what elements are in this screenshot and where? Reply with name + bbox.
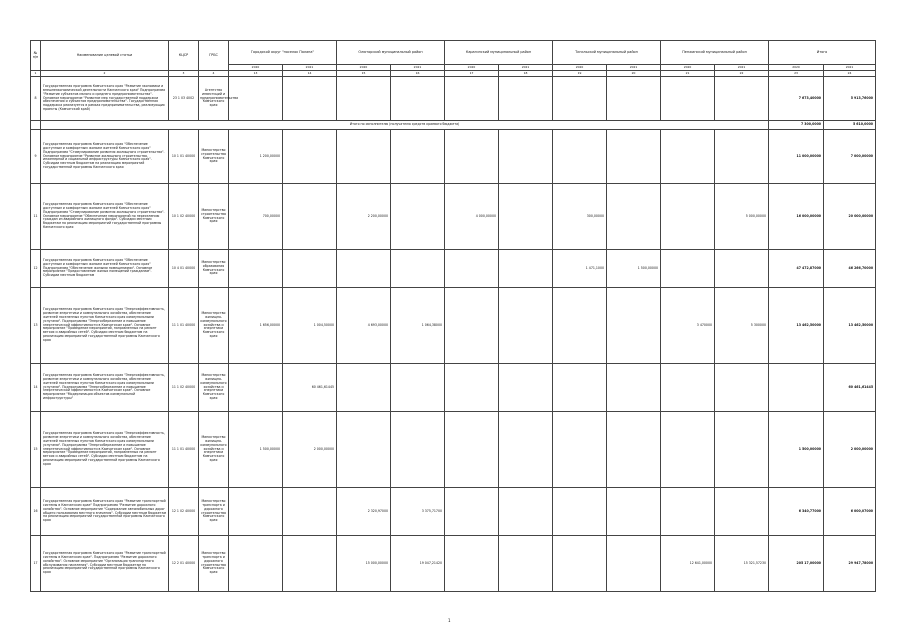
district-value-cell <box>715 488 769 536</box>
district-value-cell: 2 200,00000 <box>337 184 391 250</box>
district-value-cell <box>391 412 445 488</box>
row-name-cell: Государственная программа Камчатского края "Развитие экономики и внешнеэкономической деятельности Камчатского края" Подпрограмма "Развитие субъектов малого и среднего предпринимательства". Основное мероприятие "Развитие мер государственной поддержки обеспечения и субъектов предпринимательства". Государственная поддержка реализуется в рамках предпринимательства, реализующих проекты (Камчатский край) <box>41 77 169 121</box>
district-value-cell <box>715 412 769 488</box>
header-total: Итого <box>769 41 876 65</box>
column-number-cell: 2 <box>41 71 169 77</box>
year-cell: 2021 <box>715 65 769 71</box>
column-number-cell: 16 <box>391 71 445 77</box>
total-value-cell: 60 461,61445 <box>824 364 876 412</box>
header-name: Наименование целевой статьи <box>41 41 169 71</box>
district-value-cell <box>607 364 661 412</box>
district-value-cell <box>607 488 661 536</box>
total-value-cell <box>769 364 824 412</box>
district-value-cell <box>391 130 445 184</box>
row-number-cell: 12 <box>31 250 41 288</box>
row-grbs-cell: Министерство транспорта и дорожного строительства Камчатского края <box>199 536 229 592</box>
district-value-cell <box>607 184 661 250</box>
district-value-cell <box>283 250 337 288</box>
district-value-cell <box>445 488 499 536</box>
row-kcsr-cell: 10 1 01 40000 <box>169 130 199 184</box>
row-kcsr-cell: 12 1 02 40000 <box>169 488 199 536</box>
total-value-cell: 20 000,00000 <box>824 184 876 250</box>
total-value-cell: 16 000,00000 <box>769 184 824 250</box>
total-value-cell: 6 340,77000 <box>769 488 824 536</box>
year-cell: 2021 <box>824 65 876 71</box>
district-value-cell <box>607 412 661 488</box>
year-cell: 2021 <box>499 65 553 71</box>
district-value-cell <box>337 412 391 488</box>
district-value-cell <box>661 130 715 184</box>
district-value-cell: 1 064,38000 <box>391 288 445 364</box>
district-value-cell: 1 200,00000 <box>229 130 283 184</box>
district-value-cell <box>499 250 553 288</box>
district-value-cell <box>715 250 769 288</box>
table-row <box>31 536 876 592</box>
budget-table <box>30 40 876 592</box>
district-value-cell: 4 693,00000 <box>337 288 391 364</box>
district-value-cell <box>229 488 283 536</box>
column-number-cell: 17 <box>445 71 499 77</box>
district-value-cell <box>499 288 553 364</box>
row-kcsr-cell: 11 1 01 40000 <box>169 288 199 364</box>
district-value-cell <box>553 412 607 488</box>
district-value-cell: 300,00000 <box>553 184 607 250</box>
district-value-cell: 5 300000 <box>715 288 769 364</box>
district-value-cell <box>445 130 499 184</box>
column-number-cell: 24 <box>824 71 876 77</box>
district-value-cell <box>445 536 499 592</box>
district-value-cell: 15 000,00000 <box>337 536 391 592</box>
row-grbs-cell: Министерство образования Камчатского края <box>199 250 229 288</box>
total-value-cell: 7 000,00000 <box>824 130 876 184</box>
column-number-cell: 14 <box>283 71 337 77</box>
table-row <box>31 364 876 412</box>
subtotal-label: Итого по исполнителю (получателю средств краевого бюджета) <box>41 121 769 130</box>
total-2021-cell: 5 610,0000 <box>824 121 876 130</box>
year-cell: 2021 <box>283 65 337 71</box>
district-value-cell <box>445 77 499 121</box>
table-row <box>31 184 876 250</box>
column-number-cell: 1 <box>31 71 41 77</box>
row-kcsr-cell: 11 1 01 40000 <box>169 412 199 488</box>
year-cell: 2021 <box>607 65 661 71</box>
district-value-cell: 1 004,50000 <box>283 288 337 364</box>
column-number-cell: 13 <box>229 71 283 77</box>
row-number-cell: 14 <box>31 364 41 412</box>
district-value-cell <box>445 250 499 288</box>
district-value-cell: 15 321,57230 <box>715 536 769 592</box>
row-kcsr-cell: 11 1 02 40000 <box>169 364 199 412</box>
row-kcsr-cell: 10 4 01 40000 <box>169 250 199 288</box>
district-value-cell <box>283 536 337 592</box>
district-value-cell <box>607 77 661 121</box>
district-value-cell <box>337 250 391 288</box>
column-number-cell: 23 <box>769 71 824 77</box>
column-number-cell: 19 <box>553 71 607 77</box>
district-value-cell <box>391 184 445 250</box>
district-value-cell <box>283 77 337 121</box>
column-number-cell: 18 <box>499 71 553 77</box>
district-value-cell <box>283 130 337 184</box>
district-value-cell <box>661 364 715 412</box>
district-value-cell <box>499 412 553 488</box>
row-name-cell: Государственная программа Камчатского края "Развитие транспортной системы в Камчатском крае" Подпрограмма "Развитие дорожного хозяйства". Основное мероприятие "Содержание автомобильных дорог общего пользования местного значения". Субсидии местным бюджетам на реализацию мероприятий государственной программы Камчатского края <box>41 488 169 536</box>
row-kcsr-cell: 10 1 02 40000 <box>169 184 199 250</box>
row-name-cell: Государственная программа Камчатского края "Энергоэффективность, развитие энергетики и коммунального хозяйства, обеспечение жителей населенных пунктов Камчатского края коммунальными услугами". Подпрограмма "Энергосбережение и повышение энергетической эффективности в Камчатском крае". Основное мероприятие "Проведение мероприятий, направленных на ремонт ветхих и аварийных сетей". Субсидии местным бюджетам на реализацию мероприятий государственной программы Камчатского края <box>41 288 169 364</box>
district-value-cell <box>607 288 661 364</box>
total-value-cell: 205 17,00000 <box>769 536 824 592</box>
district-value-cell: 3 470000 <box>661 288 715 364</box>
row-grbs-cell: Министерство строительства Камчатского края <box>199 130 229 184</box>
district-value-cell: 3 375,71700 <box>391 488 445 536</box>
row-grbs-cell: Министерство строительства Камчатского края <box>199 184 229 250</box>
district-value-cell: 5 000,00000 <box>715 184 769 250</box>
district-value-cell <box>283 488 337 536</box>
district-value-cell <box>391 250 445 288</box>
row-kcsr-cell: 12 2 01 40000 <box>169 536 199 592</box>
row-name-cell: Государственная программа Камчатского края "Энергоэффективность, развитие энергетики и коммунального хозяйства, обеспечение жителей населенных пунктов Камчатского края коммунальными услугами". Подпрограмма "Энергосбережение и повышение энергетической эффективности в Камчатском крае". Основное мероприятие "Модернизация объектов коммунальной инфраструктуры" <box>41 364 169 412</box>
row-number-cell: 17 <box>31 536 41 592</box>
year-cell: 2020 <box>337 65 391 71</box>
district-value-cell: 60 461,61445 <box>283 364 337 412</box>
district-value-cell <box>499 536 553 592</box>
column-number-cell: 20 <box>607 71 661 77</box>
row-grbs-cell: Министерство транспорта и дорожного строительства Камчатского края <box>199 488 229 536</box>
header-district-3: Карагинский муниципальный район <box>445 41 553 65</box>
row-grbs-cell: Агентство инвестиций и предпринимательства Камчатского края <box>199 77 229 121</box>
column-number-cell: 22 <box>715 71 769 77</box>
header-kcsr: КЦСР <box>169 41 199 71</box>
header-district-5: Пенжинский муниципальный район <box>661 41 769 65</box>
district-value-cell <box>715 130 769 184</box>
district-value-cell: 2 320,97000 <box>337 488 391 536</box>
district-value-cell <box>445 288 499 364</box>
district-value-cell <box>553 288 607 364</box>
district-value-cell <box>553 488 607 536</box>
district-value-cell <box>607 130 661 184</box>
district-value-cell <box>553 364 607 412</box>
district-value-cell <box>229 364 283 412</box>
district-value-cell <box>283 184 337 250</box>
district-value-cell: 1 656,00000 <box>229 288 283 364</box>
district-value-cell: 1 500,00000 <box>607 250 661 288</box>
district-value-cell <box>391 364 445 412</box>
table-row <box>31 412 876 488</box>
district-value-cell <box>229 250 283 288</box>
header-district-4: Тигильский муниципальный район <box>553 41 661 65</box>
table-row <box>31 77 876 121</box>
row-grbs-cell: Министерство жилищно-коммунального хозяйства и энергетики Камчатского края <box>199 364 229 412</box>
district-value-cell <box>553 77 607 121</box>
total-value-cell: 1 500,00000 <box>769 412 824 488</box>
table-row <box>31 130 876 184</box>
district-value-cell: 1 500,00000 <box>229 412 283 488</box>
subtotal-row <box>31 121 876 130</box>
district-value-cell <box>499 130 553 184</box>
district-value-cell <box>553 536 607 592</box>
row-number-cell: 13 <box>31 288 41 364</box>
district-value-cell <box>661 184 715 250</box>
column-number-cell: 3 <box>169 71 199 77</box>
row-grbs-cell: Министерство жилищно-коммунального хозяйства и энергетики Камчатского края <box>199 288 229 364</box>
district-value-cell <box>715 364 769 412</box>
column-number-cell: 21 <box>661 71 715 77</box>
row-number-cell: 11 <box>31 184 41 250</box>
district-value-cell: 4 000,00000 <box>445 184 499 250</box>
year-cell: 2020 <box>661 65 715 71</box>
year-cell: 2020 <box>229 65 283 71</box>
year-cell: 2020 <box>445 65 499 71</box>
row-name-cell: Государственная программа Камчатского края "Обеспечение доступным и комфортным жильем жителей Камчатского края" Подпрограмма "Стимулирование развития жилищного строительства". Основное мероприятие "Развитие жилищного строительства, инженерной и социальной инфраструктуры Камчатского края". Субсидии местным бюджетам на реализацию мероприятий государственной программы Камчатского края <box>41 130 169 184</box>
district-value-cell <box>337 364 391 412</box>
total-value-cell: 11 000,00000 <box>769 130 824 184</box>
district-value-cell <box>499 77 553 121</box>
total-value-cell: 47 472,87000 <box>769 250 824 288</box>
row-number-cell: 15 <box>31 412 41 488</box>
district-value-cell: 19 047,21420 <box>391 536 445 592</box>
row-name-cell: Государственная программа Камчатского края "Развитие транспортной системы в Камчатском крае". Подпрограмма "Развитие дорожного хозяйства". Основное мероприятие "Организация транспортного обслуживания населения". Субсидии местным бюджетам на реализацию мероприятий государственной программы Камчатского края <box>41 536 169 592</box>
district-value-cell <box>337 130 391 184</box>
table-body <box>31 77 876 592</box>
district-value-cell <box>607 536 661 592</box>
district-value-cell <box>661 77 715 121</box>
district-value-cell <box>661 488 715 536</box>
row-number-cell: 16 <box>31 488 41 536</box>
header-row <box>31 41 876 65</box>
row-kcsr-cell: 23 1 03 4002 <box>169 77 199 121</box>
page-number: 1 <box>448 618 451 623</box>
row-grbs-cell: Министерство жилищно-коммунального хозяйства и энергетики Камчатского края <box>199 412 229 488</box>
header-district-2: Олюторский муниципальный район <box>337 41 445 65</box>
year-cell: 2020 <box>769 65 824 71</box>
district-value-cell <box>499 184 553 250</box>
district-value-cell: 700,00000 <box>229 184 283 250</box>
district-value-cell <box>229 536 283 592</box>
column-number-cell: 15 <box>337 71 391 77</box>
table-row <box>31 250 876 288</box>
total-value-cell: 13 462,50000 <box>769 288 824 364</box>
district-value-cell <box>337 77 391 121</box>
district-value-cell: 2 000,00000 <box>283 412 337 488</box>
total-value-cell: 6 000,07000 <box>824 488 876 536</box>
row-number-cell <box>31 121 41 130</box>
column-number-cell: 4 <box>199 71 229 77</box>
district-value-cell: 12 641,00000 <box>661 536 715 592</box>
year-cell: 2020 <box>553 65 607 71</box>
district-value-cell <box>391 77 445 121</box>
total-value-cell: 7 673,40000 <box>769 77 824 121</box>
total-2020-cell: 7 300,0000 <box>769 121 824 130</box>
district-value-cell <box>661 250 715 288</box>
row-number-cell: 9 <box>31 130 41 184</box>
header-grbs: ГРБС <box>199 41 229 71</box>
district-value-cell <box>445 364 499 412</box>
district-value-cell: 1 471,1000 <box>553 250 607 288</box>
total-value-cell: 2 000,00000 <box>824 412 876 488</box>
table-row <box>31 488 876 536</box>
row-number-cell: 8 <box>31 77 41 121</box>
total-value-cell: 13 462,50000 <box>824 288 876 364</box>
district-value-cell <box>661 412 715 488</box>
district-value-cell <box>715 77 769 121</box>
district-value-cell <box>445 412 499 488</box>
row-name-cell: Государственная программа Камчатского края "Обеспечение доступным и комфортным жильем жителей Камчатского края" Подпрограмма "Стимулирование развития жилищного строительства". Основное мероприятие "Обеспечение мероприятий по переселению граждан из аварийного жилищного фонда". Субсидии местным бюджетам на реализацию мероприятий государственной программы Камчатского края <box>41 184 169 250</box>
district-value-cell <box>499 488 553 536</box>
total-value-cell: 46 266,70000 <box>824 250 876 288</box>
total-value-cell: 29 947,78000 <box>824 536 876 592</box>
total-value-cell: 5 913,76000 <box>824 77 876 121</box>
district-value-cell <box>499 364 553 412</box>
header-district-1: Городской округ "поселок Палана" <box>229 41 337 65</box>
header-num: № п/п <box>31 41 41 71</box>
row-name-cell: Государственная программа Камчатского края "Обеспечение доступным и комфортным жильем жителей Камчатского края" Подпрограмма "Обеспечение жилыми помещениями". Основное мероприятие "Предоставление жилых помещений гражданам". Субсидии местным бюджетам <box>41 250 169 288</box>
table-row <box>31 288 876 364</box>
year-cell: 2021 <box>391 65 445 71</box>
district-value-cell <box>553 130 607 184</box>
budget-table-sheet <box>30 40 875 592</box>
row-name-cell: Государственная программа Камчатского края "Энергоэффективность, развитие энергетики и коммунального хозяйства, обеспечение жителей населенных пунктов Камчатского края коммунальными услугами". Подпрограмма "Энергосбережение и повышение энергетической эффективности в Камчатском крае". Основное мероприятие "Проведение мероприятий, направленных на ремонт ветхих и аварийных сетей". Субсидии местным бюджетам на реализацию мероприятий государственной программы Камчатского края <box>41 412 169 488</box>
